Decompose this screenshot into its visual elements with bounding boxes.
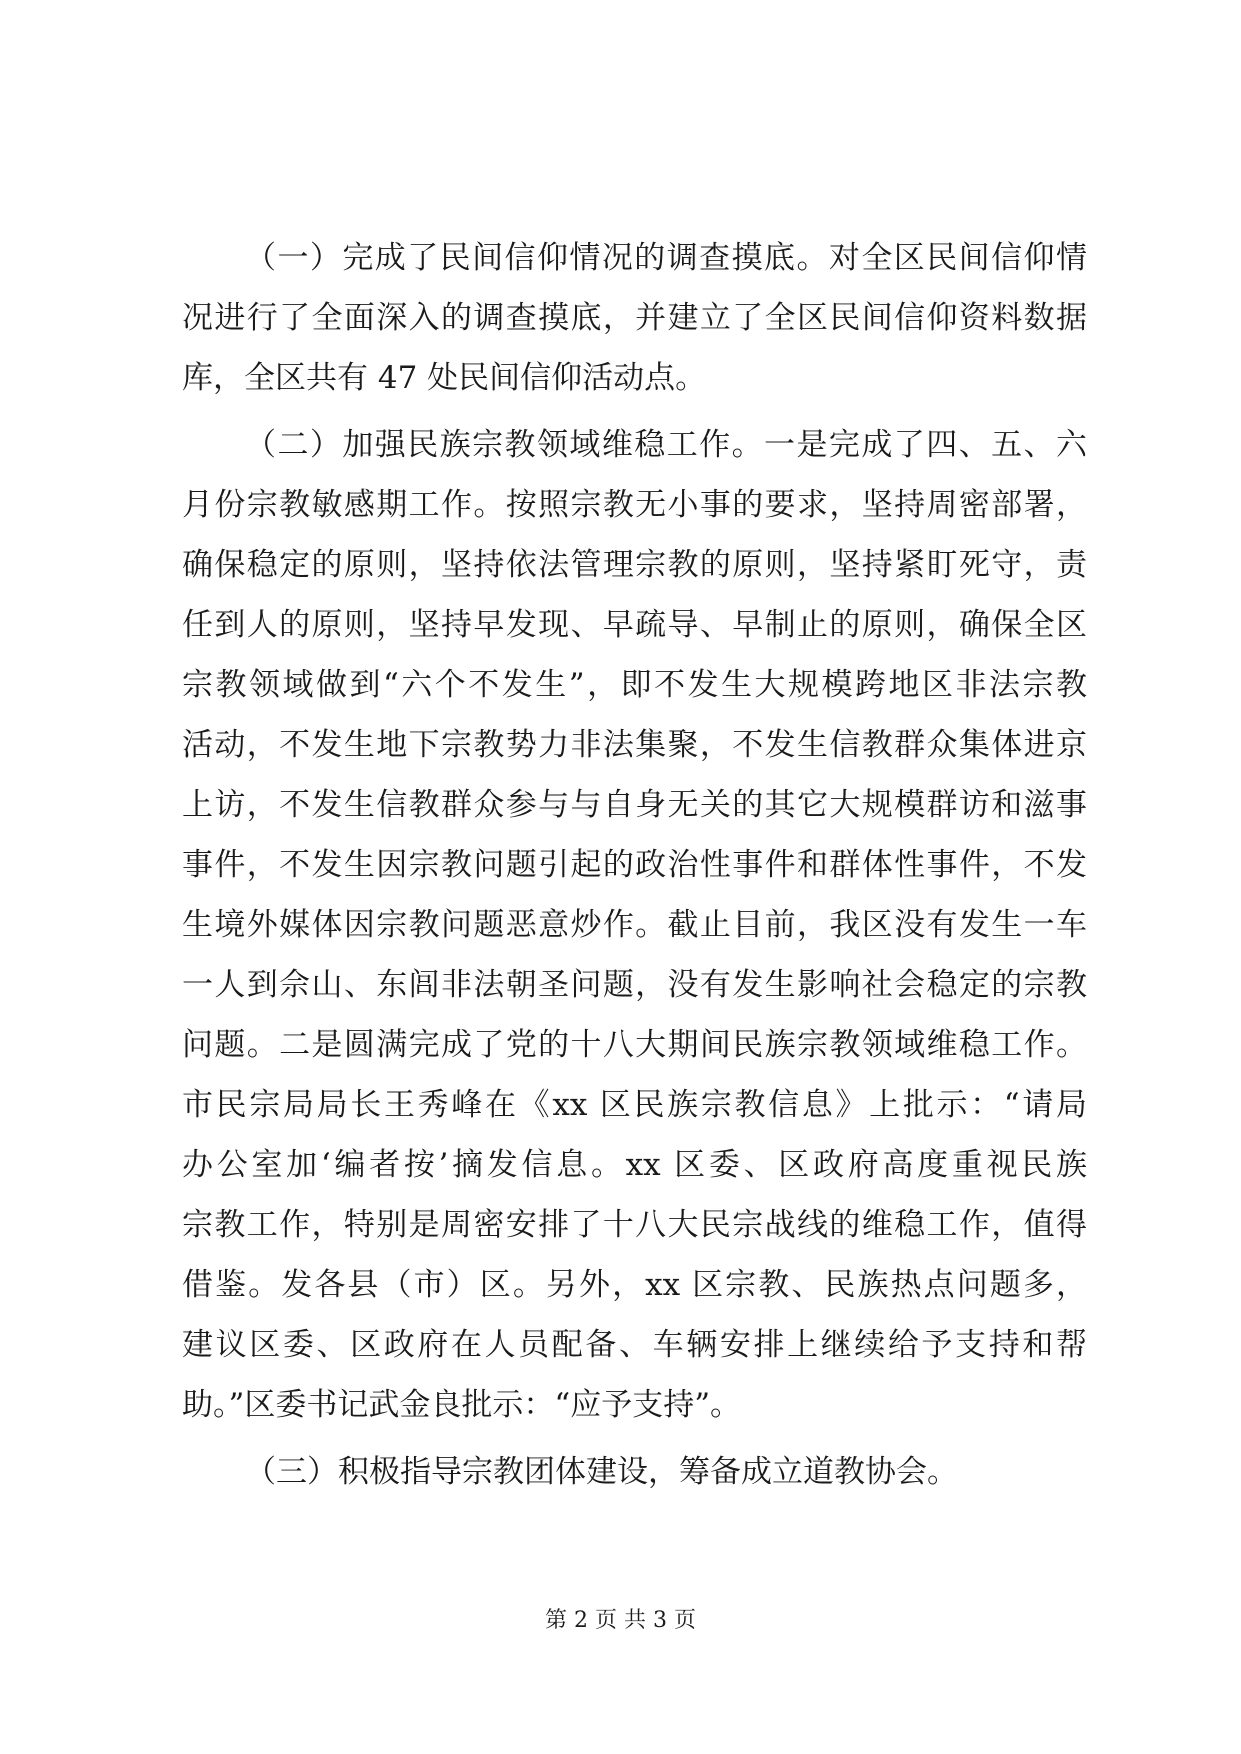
- paragraph-taoist-association: [182, 1442, 1087, 1502]
- text-line: （一）完成了民间信仰情况的调查摸底。对全区民间信仰情: [245, 240, 1087, 276]
- text-line: （三）积极指导宗教团体建设，筹备成立道教协会。: [245, 1454, 958, 1490]
- text-line: 上访，不发生信教群众参与与自身无关的其它大规模群访和滋事: [182, 787, 1087, 823]
- text-line: 建议区委、区政府在人员配备、车辆安排上继续给予支持和帮: [182, 1327, 1087, 1363]
- text-line: 宗教领域做到“六个不发生”，即不发生大规模跨地区非法宗教: [182, 667, 1087, 703]
- page-footer: 第 2 页 共 3 页: [545, 1608, 696, 1633]
- text-line: 一人到佘山、东闾非法朝圣问题，没有发生影响社会稳定的宗教: [182, 967, 1087, 1003]
- text-line: 生境外媒体因宗教问题恶意炒作。截止目前，我区没有发生一车: [182, 907, 1087, 943]
- text-line: 借鉴。发各县（市）区。另外，xx 区宗教、民族热点问题多，: [182, 1267, 1087, 1303]
- text-line: 确保稳定的原则，坚持依法管理宗教的原则，坚持紧盯死守，责: [182, 547, 1087, 583]
- text-line: 活动，不发生地下宗教势力非法集聚，不发生信教群众集体进京: [182, 727, 1087, 763]
- text-line: 办公室加‘编者按’摘发信息。xx 区委、区政府高度重视民族: [182, 1147, 1087, 1183]
- text-line: 问题。二是圆满完成了党的十八大期间民族宗教领域维稳工作。: [182, 1027, 1087, 1063]
- document-body: [182, 228, 1087, 1502]
- text-line: 助。”区委书记武金良批示：“应予支持”。: [182, 1387, 742, 1423]
- paragraph-survey: [182, 228, 1087, 408]
- paragraph-stability: [182, 415, 1087, 1435]
- text-line: 况进行了全面深入的调查摸底，并建立了全区民间信仰资料数据: [182, 300, 1087, 336]
- text-line: 事件，不发生因宗教问题引起的政治性事件和群体性事件，不发: [182, 847, 1087, 883]
- text-line: 库，全区共有 47 处民间信仰活动点。: [182, 360, 707, 396]
- text-line: 市民宗局局长王秀峰在《xx 区民族宗教信息》上批示：“请局: [182, 1087, 1087, 1123]
- text-line: 任到人的原则，坚持早发现、早疏导、早制止的原则，确保全区: [182, 607, 1087, 643]
- text-line: 月份宗教敏感期工作。按照宗教无小事的要求，坚持周密部署，: [182, 487, 1087, 523]
- text-line: 宗教工作，特别是周密安排了十八大民宗战线的维稳工作，值得: [182, 1207, 1087, 1243]
- text-line: （二）加强民族宗教领域维稳工作。一是完成了四、五、六: [245, 427, 1087, 463]
